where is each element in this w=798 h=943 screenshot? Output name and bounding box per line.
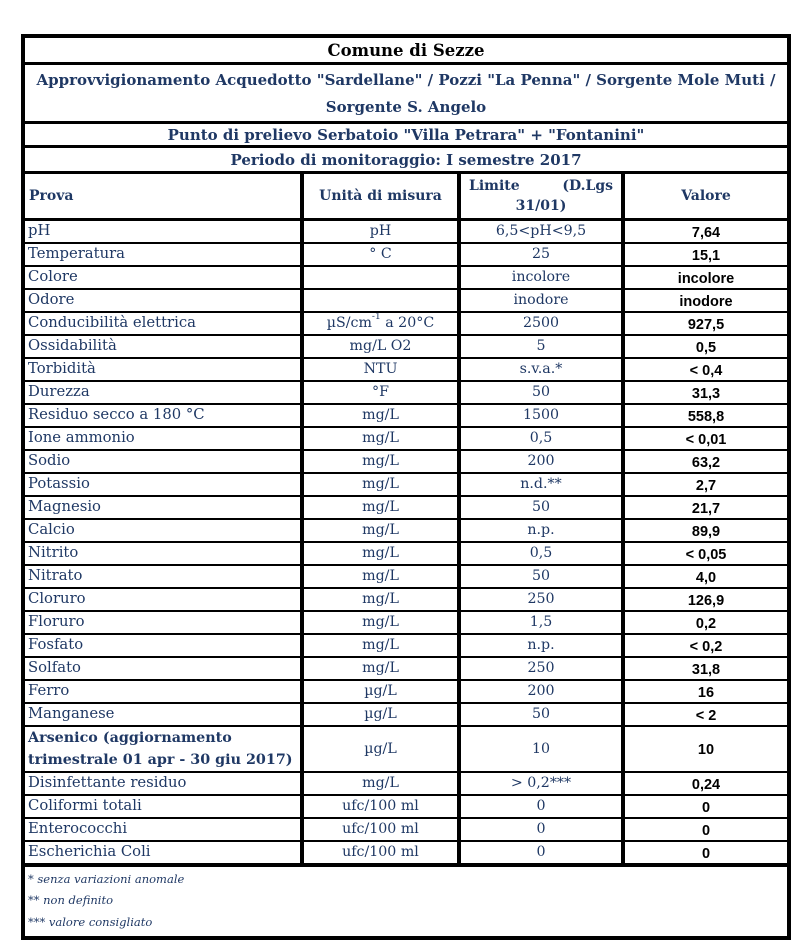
test-name-cell: Temperatura bbox=[25, 243, 302, 266]
test-name-cell: Arsenico (aggiornamento trimestrale 01 apr - 30 giu 2017) bbox=[25, 726, 302, 772]
unit-cell: µg/L bbox=[302, 680, 459, 703]
test-name-cell: Enterococchi bbox=[25, 818, 302, 841]
limit-cell: 50 bbox=[459, 381, 623, 404]
limit-cell: s.v.a.* bbox=[459, 358, 623, 381]
column-header-unit: Unità di misura bbox=[302, 174, 459, 219]
limit-cell: 0 bbox=[459, 795, 623, 818]
unit-cell: µg/L bbox=[302, 703, 459, 726]
test-name-cell: Torbidità bbox=[25, 358, 302, 381]
footnote: * senza variazioni anomale bbox=[28, 871, 185, 886]
limit-cell: 50 bbox=[459, 565, 623, 588]
value-cell: 0 bbox=[623, 795, 787, 818]
limit-cell: 10 bbox=[459, 726, 623, 772]
limit-header-part-1: Limite bbox=[469, 177, 520, 194]
column-header-limit bbox=[459, 174, 623, 219]
value-cell: 0,24 bbox=[623, 772, 787, 795]
table-row bbox=[25, 312, 787, 335]
table-row bbox=[25, 289, 787, 312]
unit-cell: ufc/100 ml bbox=[302, 795, 459, 818]
value-cell: inodore bbox=[623, 289, 787, 312]
value-cell: 31,3 bbox=[623, 381, 787, 404]
limit-cell: > 0,2*** bbox=[459, 772, 623, 795]
table-row bbox=[25, 381, 787, 404]
value-cell: 2,7 bbox=[623, 473, 787, 496]
unit-base: µS/cm bbox=[326, 315, 372, 331]
unit-cell: mg/L bbox=[302, 634, 459, 657]
water-quality-report bbox=[21, 34, 791, 940]
limit-cell: 0 bbox=[459, 818, 623, 841]
unit-cell: mg/L O2 bbox=[302, 335, 459, 358]
value-cell: 16 bbox=[623, 680, 787, 703]
table-row bbox=[25, 726, 787, 772]
value-cell: 89,9 bbox=[623, 519, 787, 542]
test-name-cell: pH bbox=[25, 219, 302, 243]
table-row bbox=[25, 611, 787, 634]
unit-cell: mg/L bbox=[302, 427, 459, 450]
value-cell: 21,7 bbox=[623, 496, 787, 519]
unit-cell: mg/L bbox=[302, 496, 459, 519]
footnotes bbox=[25, 867, 787, 937]
unit-cell bbox=[302, 266, 459, 289]
value-cell: 0 bbox=[623, 841, 787, 865]
table-row bbox=[25, 841, 787, 865]
value-cell: 126,9 bbox=[623, 588, 787, 611]
value-cell: 0 bbox=[623, 818, 787, 841]
limit-cell: 200 bbox=[459, 450, 623, 473]
unit-cell: µg/L bbox=[302, 726, 459, 772]
limit-cell: 0,5 bbox=[459, 542, 623, 565]
test-name-cell: Escherichia Coli bbox=[25, 841, 302, 865]
unit-cell bbox=[302, 289, 459, 312]
limit-cell: 2500 bbox=[459, 312, 623, 335]
value-cell: < 0,4 bbox=[623, 358, 787, 381]
test-name-cell: Ferro bbox=[25, 680, 302, 703]
table-row bbox=[25, 818, 787, 841]
value-cell: 10 bbox=[623, 726, 787, 772]
test-name-cell: Manganese bbox=[25, 703, 302, 726]
limit-cell: 6,5<pH<9,5 bbox=[459, 219, 623, 243]
table-row bbox=[25, 634, 787, 657]
table-row bbox=[25, 680, 787, 703]
unit-cell: mg/L bbox=[302, 611, 459, 634]
value-cell: 558,8 bbox=[623, 404, 787, 427]
unit-cell: mg/L bbox=[302, 519, 459, 542]
monitoring-period: Periodo di monitoraggio: I semestre 2017 bbox=[25, 148, 787, 174]
limit-cell: 200 bbox=[459, 680, 623, 703]
table-row bbox=[25, 657, 787, 680]
unit-cell: ufc/100 ml bbox=[302, 841, 459, 865]
test-name-cell: Solfato bbox=[25, 657, 302, 680]
value-cell: < 0,05 bbox=[623, 542, 787, 565]
value-cell: < 2 bbox=[623, 703, 787, 726]
test-name-cell: Magnesio bbox=[25, 496, 302, 519]
table-row bbox=[25, 519, 787, 542]
test-name-cell: Calcio bbox=[25, 519, 302, 542]
test-name-cell: Cloruro bbox=[25, 588, 302, 611]
limit-cell: 250 bbox=[459, 657, 623, 680]
unit-cell: ufc/100 ml bbox=[302, 818, 459, 841]
test-name-cell: Sodio bbox=[25, 450, 302, 473]
table-header-row bbox=[25, 174, 787, 219]
table-row bbox=[25, 266, 787, 289]
supply-line-1: Approvvigionamento Acquedotto "Sardellane" / Pozzi "La Penna" / Sorgente Mole Muti / bbox=[36, 71, 776, 89]
value-cell: 31,8 bbox=[623, 657, 787, 680]
table-row bbox=[25, 703, 787, 726]
value-cell: < 0,2 bbox=[623, 634, 787, 657]
test-name-cell: Coliformi totali bbox=[25, 795, 302, 818]
limit-header-part-2: (D.Lgs bbox=[562, 177, 613, 194]
results-table bbox=[25, 174, 787, 867]
limit-cell: 250 bbox=[459, 588, 623, 611]
test-name-cell: Fosfato bbox=[25, 634, 302, 657]
limit-cell: 50 bbox=[459, 703, 623, 726]
value-cell: 4,0 bbox=[623, 565, 787, 588]
value-cell: incolore bbox=[623, 266, 787, 289]
test-name-cell: Ossidabilità bbox=[25, 335, 302, 358]
test-name-cell: Nitrito bbox=[25, 542, 302, 565]
test-name-cell: Disinfettante residuo bbox=[25, 772, 302, 795]
table-row bbox=[25, 588, 787, 611]
limit-cell: 1500 bbox=[459, 404, 623, 427]
table-body bbox=[25, 219, 787, 865]
unit-cell: mg/L bbox=[302, 473, 459, 496]
value-cell: 0,2 bbox=[623, 611, 787, 634]
value-cell: 0,5 bbox=[623, 335, 787, 358]
table-row bbox=[25, 473, 787, 496]
table-row bbox=[25, 565, 787, 588]
table-row bbox=[25, 427, 787, 450]
sampling-point: Punto di prelievo Serbatoio "Villa Petrara" + "Fontanini" bbox=[25, 124, 787, 148]
unit-cell: °F bbox=[302, 381, 459, 404]
column-header-value: Valore bbox=[623, 174, 787, 219]
table-row bbox=[25, 450, 787, 473]
footnote: ** non definito bbox=[28, 893, 114, 907]
limit-cell: 50 bbox=[459, 496, 623, 519]
value-cell: 15,1 bbox=[623, 243, 787, 266]
unit-cell: mg/L bbox=[302, 772, 459, 795]
table-row bbox=[25, 335, 787, 358]
footnote: *** valore consigliato bbox=[28, 914, 153, 929]
unit-cell: ° C bbox=[302, 243, 459, 266]
value-cell: 927,5 bbox=[623, 312, 787, 335]
unit-suffix: a 20°C bbox=[380, 315, 435, 331]
water-supply-sources bbox=[25, 65, 787, 124]
unit-exponent: -1 bbox=[371, 312, 381, 323]
test-name-cell: Nitrato bbox=[25, 565, 302, 588]
unit-cell: mg/L bbox=[302, 542, 459, 565]
table-row bbox=[25, 772, 787, 795]
test-name-cell: Durezza bbox=[25, 381, 302, 404]
value-cell: < 0,01 bbox=[623, 427, 787, 450]
unit-cell: mg/L bbox=[302, 588, 459, 611]
limit-cell: 25 bbox=[459, 243, 623, 266]
limit-cell: n.p. bbox=[459, 519, 623, 542]
unit-cell: NTU bbox=[302, 358, 459, 381]
limit-cell: incolore bbox=[459, 266, 623, 289]
unit-cell: mg/L bbox=[302, 657, 459, 680]
value-cell: 7,64 bbox=[623, 219, 787, 243]
table-row bbox=[25, 243, 787, 266]
test-name-cell: Floruro bbox=[25, 611, 302, 634]
limit-cell: 1,5 bbox=[459, 611, 623, 634]
limit-cell: n.p. bbox=[459, 634, 623, 657]
limit-cell: n.d.** bbox=[459, 473, 623, 496]
table-row bbox=[25, 358, 787, 381]
table-row bbox=[25, 496, 787, 519]
table-row bbox=[25, 219, 787, 243]
limit-header-part-3: 31/01) bbox=[515, 197, 567, 214]
test-name-cell: Conducibilità elettrica bbox=[25, 312, 302, 335]
municipality-title: Comune di Sezze bbox=[25, 38, 787, 65]
limit-cell: 0 bbox=[459, 841, 623, 865]
supply-line-2: Sorgente S. Angelo bbox=[325, 98, 487, 116]
unit-cell: mg/L bbox=[302, 565, 459, 588]
test-name-cell: Potassio bbox=[25, 473, 302, 496]
unit-cell bbox=[302, 312, 459, 335]
unit-cell: mg/L bbox=[302, 450, 459, 473]
column-header-test: Prova bbox=[25, 174, 302, 219]
test-name-cell: Colore bbox=[25, 266, 302, 289]
limit-cell: inodore bbox=[459, 289, 623, 312]
test-name-cell: Odore bbox=[25, 289, 302, 312]
unit-cell: pH bbox=[302, 219, 459, 243]
test-name-cell: Ione ammonio bbox=[25, 427, 302, 450]
table-row bbox=[25, 404, 787, 427]
value-cell: 63,2 bbox=[623, 450, 787, 473]
limit-cell: 5 bbox=[459, 335, 623, 358]
table-row bbox=[25, 542, 787, 565]
limit-cell: 0,5 bbox=[459, 427, 623, 450]
unit-cell: mg/L bbox=[302, 404, 459, 427]
test-name-cell: Residuo secco a 180 °C bbox=[25, 404, 302, 427]
table-row bbox=[25, 795, 787, 818]
